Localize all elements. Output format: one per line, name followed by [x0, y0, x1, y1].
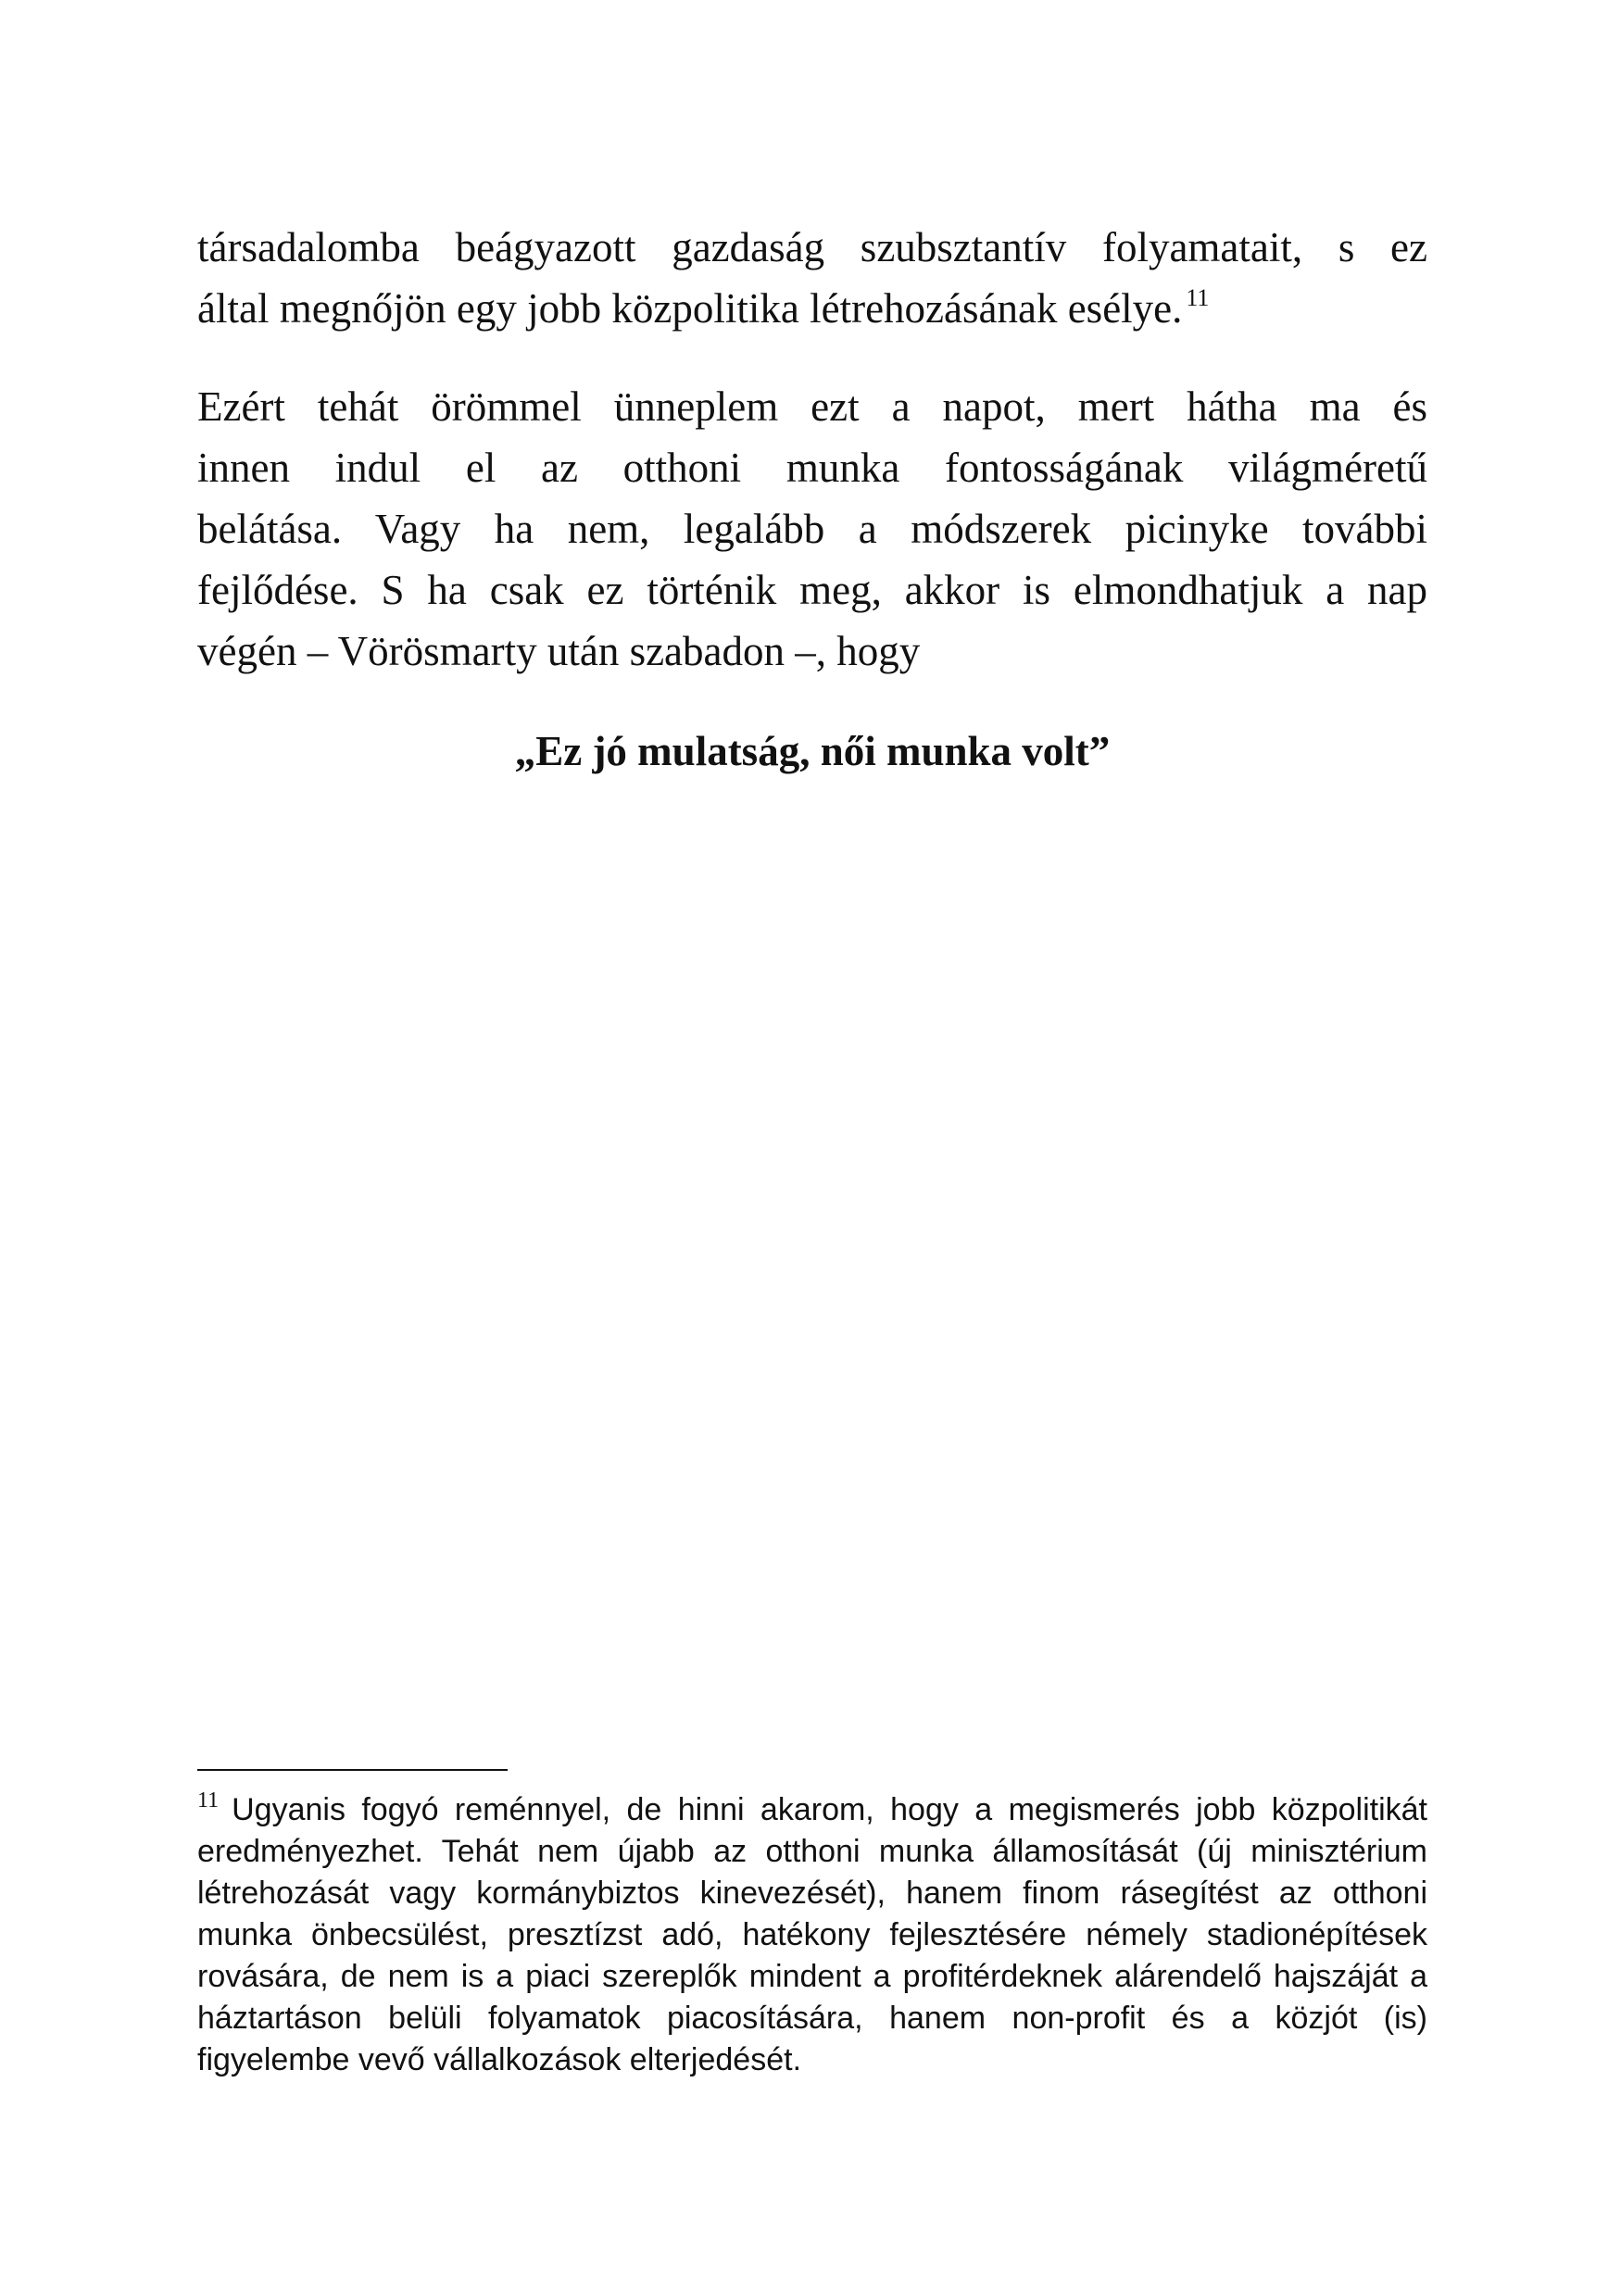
- paragraph-line-text: által megnőjön egy jobb közpolitika létrehozásának esélye.: [197, 285, 1183, 332]
- paragraph-2: [197, 376, 1427, 682]
- footnote-line: háztartáson belüli folyamatok piacosítására, hanem non-profit és a közjót (is): [197, 2001, 1427, 2036]
- paragraph-1: [197, 217, 1427, 339]
- footnote-line: figyelembe vevő vállalkozások elterjedését.: [197, 2042, 802, 2077]
- paragraph-line: belátása. Vagy ha nem, legalább a módszerek picinyke további: [197, 506, 1427, 552]
- paragraph-line: innen indul el az otthoni munka fontosságának világméretű: [197, 445, 1427, 491]
- paragraph-line: végén – Vörösmarty után szabadon –, hogy: [197, 628, 921, 674]
- footnote-line: munka önbecsülést, presztízst adó, hatékony fejlesztésére némely stadionépítések: [197, 1917, 1427, 1952]
- paragraph-line: Ezért tehát örömmel ünneplem ezt a napot, mert hátha ma és: [197, 383, 1427, 430]
- footnote-line: létrehozását vagy kormánybiztos kinevezését), hanem finom rásegítést az otthoni: [197, 1876, 1427, 1911]
- footnote-reference[interactable]: 11: [1186, 284, 1210, 311]
- paragraph-line-last: [197, 278, 1427, 339]
- footnote-separator: [197, 1769, 508, 1771]
- paragraph-line: fejlődése. S ha csak ez történik meg, akkor is elmondhatjuk a nap: [197, 567, 1427, 613]
- footnote: [197, 1789, 1427, 2081]
- footnote-line-first: [197, 1789, 1427, 1831]
- quote-heading: „Ez jó mulatság, női munka volt”: [514, 728, 1111, 774]
- paragraph-line: társadalomba beágyazott gazdaság szubsztantív folyamatait, s ez: [197, 224, 1427, 270]
- footnote-line: eredményezhet. Tehát nem újabb az otthoni munka államosítását (új minisztérium: [197, 1834, 1427, 1869]
- footnote-number: 11: [197, 1788, 220, 1813]
- footnote-line: rovására, de nem is a piaci szereplők mindent a profitérdeknek alárendelő hajszáját a: [197, 1959, 1427, 1994]
- footnote-line-text: Ugyanis fogyó reménnyel, de hinni akarom, hogy a megismerés jobb közpolitikát: [232, 1792, 1427, 1827]
